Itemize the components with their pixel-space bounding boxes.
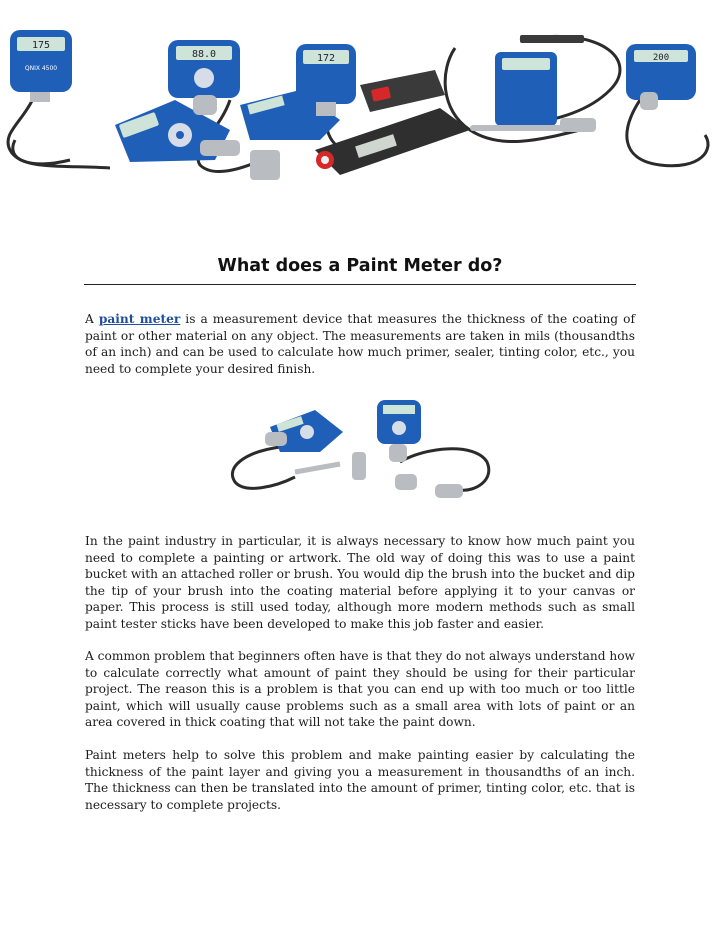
product-image (225, 392, 495, 517)
gauge-device-1 (10, 30, 72, 102)
gauge-device-7 (626, 44, 696, 110)
intro-paragraph (85, 311, 635, 377)
gauge-device-2 (115, 100, 240, 162)
title-divider (84, 284, 636, 285)
svg-text:200: 200 (652, 53, 670, 63)
paint-meter-link[interactable]: paint meter (98, 312, 181, 326)
body-paragraph-2: A common problem that beginners often have is that they do not always understand how to calculate correctly what amount of paint they should be using for their particular project. The reason this is a problem is that you can end up with too much or too little paint, which will usually cause problems such as a small area with lots of paint or an area covered in thick coating that will not take the paint down. (85, 649, 635, 730)
body-paragraph-1: In the paint industry in particular, it is always necessary to know how much paint you need to complete a painting or artwork. The old way of doing this was to use a paint bucket with an attached roller or brush. You would dip the brush into the bucket and dip the tip of your brush into the coating material before applying it to your canvas or paper. This process is still used today, although more modern methods such as small paint tester sticks have been developed to make this job faster and easier. (85, 534, 635, 631)
svg-text:172: 172 (316, 53, 336, 64)
svg-text:175: 175 (31, 40, 51, 51)
intro-rest: is a measurement device that measures the thickness of the coating of paint or other material on any object. The measurements are taken in mils (thousandths of an inch) and can be used to calculate how much primer, sealer, tinting color, etc., you need to complete your desired finish. (85, 312, 635, 376)
svg-text:QNIX 4500: QNIX 4500 (24, 65, 58, 72)
hero-product-image (0, 0, 720, 200)
gauge-device-6 (470, 35, 596, 132)
body-paragraph-3: Paint meters help to solve this problem and make painting easier by calculating the thickness of the paint layer and giving you a measurement in thousandths of an inch. The thickness can then be translated into the amount of primer, tinting color, etc. that is necessary to complete projects. (85, 748, 635, 812)
svg-text:88.0: 88.0 (191, 49, 217, 60)
page-title: What does a Paint Meter do? (217, 256, 503, 276)
intro-lead: A (85, 312, 99, 326)
